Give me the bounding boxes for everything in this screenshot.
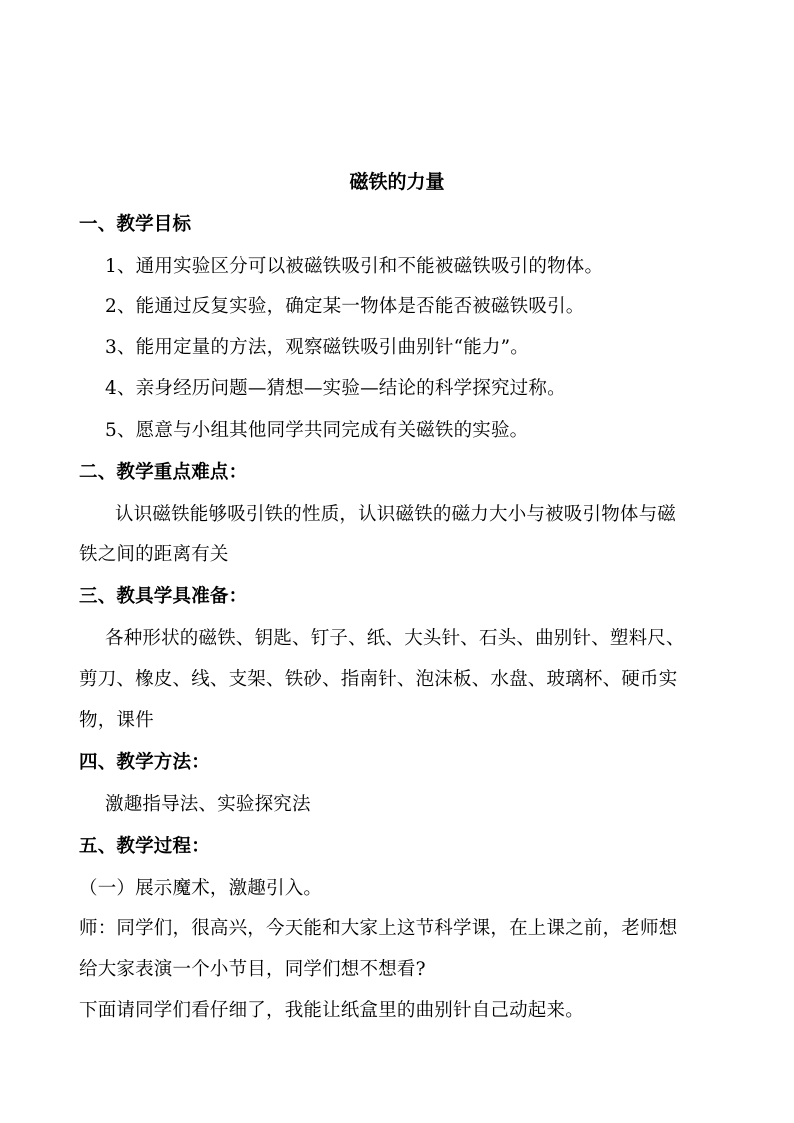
section-heading-process: 五、教学过程： (79, 836, 210, 857)
paragraph-line: 师：同学们，很高兴，今天能和大家上这节科学课，在上课之前，老师想 (79, 918, 678, 939)
section-heading-key-points: 二、教学重点难点： (79, 462, 248, 483)
paragraph-line: 铁之间的距离有关 (79, 544, 229, 565)
paragraph-line: 激趣指导法、实验探究法 (105, 794, 311, 815)
section-heading-objectives: 一、教学目标 (79, 214, 192, 235)
paragraph-line: 给大家表演一个小节目，同学们想不想看? (79, 959, 426, 980)
objective-item: 3、能用定量的方法，观察磁铁吸引曲别针“能力”。 (105, 337, 529, 358)
paragraph-line: （一）展示魔术，激趣引入。 (79, 878, 323, 899)
paragraph-line: 认识磁铁能够吸引铁的性质，认识磁铁的磁力大小与被吸引物体与磁 (115, 504, 677, 525)
paragraph-line: 下面请同学们看仔细了，我能让纸盒里的曲别针自己动起来。 (79, 1000, 584, 1021)
paragraph-line: 各种形状的磁铁、钥匙、钉子、纸、大头针、石头、曲别针、塑料尺、 (105, 628, 685, 649)
section-heading-materials: 三、教具学具准备： (79, 586, 248, 607)
objective-item: 5、愿意与小组其他同学共同完成有关磁铁的实验。 (105, 420, 529, 441)
paragraph-line: 剪刀、橡皮、线、支架、铁砂、指南针、泡沫板、水盘、玻璃杯、硬币实 (79, 669, 678, 690)
objective-item: 1、通用实验区分可以被磁铁吸引和不能被磁铁吸引的物体。 (105, 256, 604, 277)
objective-item: 4、亲身经历问题—猜想—实验—结论的科学探究过称。 (105, 378, 566, 399)
document-title: 磁铁的力量 (349, 171, 445, 193)
paragraph-line: 物，课件 (79, 710, 154, 731)
section-heading-methods: 四、教学方法： (79, 752, 210, 773)
objective-item: 2、能通过反复实验，确定某一物体是否能否被磁铁吸引。 (105, 296, 585, 317)
